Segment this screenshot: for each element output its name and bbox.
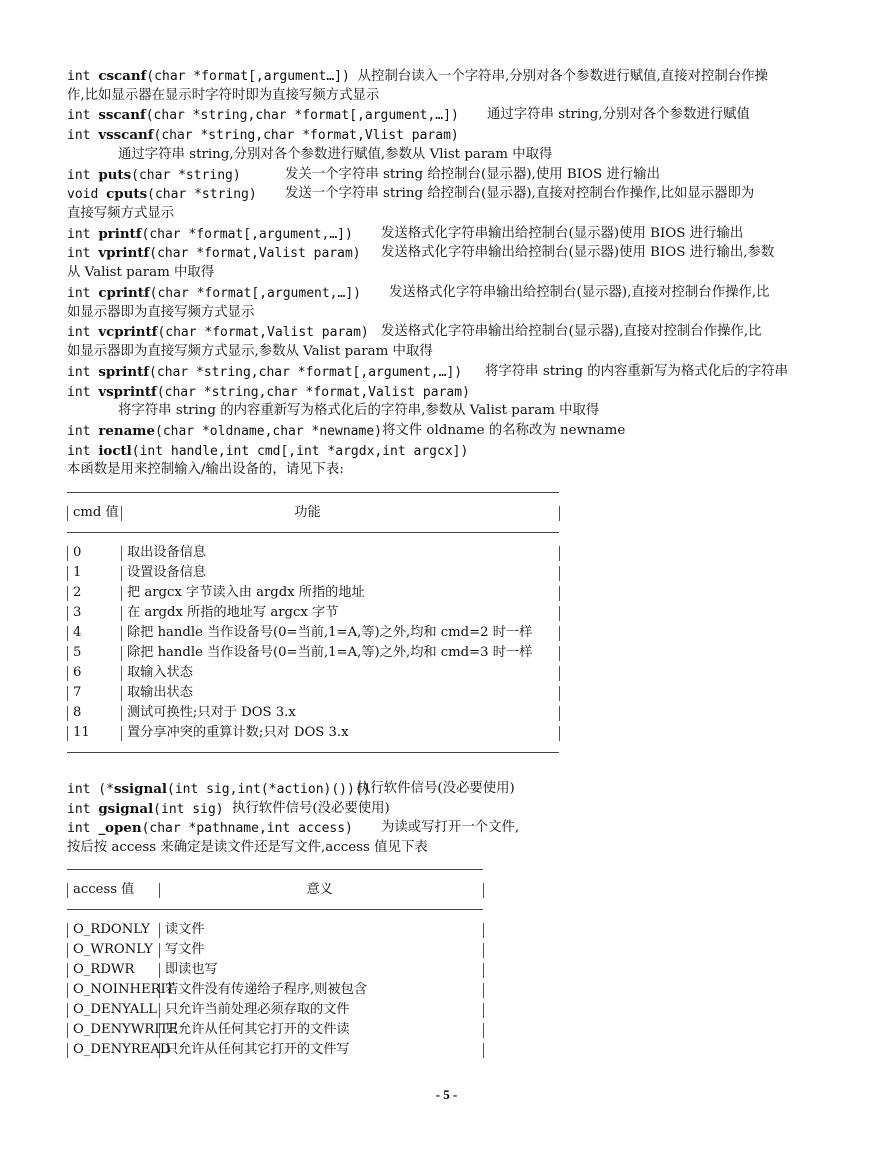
function-description: 为读或写打开一个文件, [381, 820, 520, 836]
function-entry [67, 362, 789, 383]
function-signature: (char *string) [131, 167, 241, 183]
table-cell: 置分享冲突的重算计数;只对 DOS 3.x [127, 725, 349, 740]
function-entry [67, 818, 520, 839]
table-cell: 在 argdx 所指的地址写 argcx 字节 [127, 605, 339, 620]
function-signature: (int sig,int(*action)())() [167, 782, 371, 797]
table-cell: O_RDONLY [73, 922, 150, 937]
function-entry [67, 441, 468, 462]
table-cell: 0 [73, 545, 82, 560]
function-signature: (char *format,Valist param) [149, 246, 361, 262]
continuation-text: 如显示器即为直接写频方式显示 [67, 304, 255, 320]
table-cell: 4 [73, 625, 82, 640]
function-name: cscanf [98, 68, 147, 84]
table-cell: O_DENYWRITE [73, 1022, 178, 1037]
function-description: 执行软件信号(没必要使用) [357, 781, 515, 796]
function-description: 将文件 oldname 的名称改为 newname [382, 422, 626, 438]
text-line [67, 86, 379, 106]
table-cell: 取输出状态 [127, 685, 193, 700]
return-type: int [67, 821, 99, 837]
table-cell: 取出设备信息 [127, 545, 207, 560]
table-cell: 只允许从任何其它打开的文件读 [165, 1022, 350, 1037]
function-entry [67, 421, 626, 442]
table-cell: O_DENYALL [73, 1002, 157, 1017]
table-cell: 11 [73, 725, 90, 740]
table-cell: 1 [73, 565, 82, 580]
function-signature: (char *format[,argument,…]) [149, 285, 361, 301]
text-line [67, 342, 433, 362]
table-cell: 除把 handle 当作设备号(0=当前,1=A,等)之外,均和 cmd=2 时一样 [127, 625, 533, 640]
function-entry [67, 224, 744, 245]
continuation-text: 直接写频方式显示 [67, 206, 175, 222]
function-entry [67, 382, 470, 403]
continuation-text: 如显示器即为直接写频方式显示,参数从 Valist param 中取得 [67, 344, 433, 360]
table-cell: 8 [73, 705, 82, 720]
function-name: printf [98, 225, 142, 242]
function-entry [67, 283, 770, 304]
text-line [67, 460, 344, 480]
table-cell: 除把 handle 当作设备号(0=当前,1=A,等)之外,均和 cmd=3 时一样 [127, 645, 533, 660]
function-entry [67, 243, 775, 264]
function-name: _open [98, 820, 142, 837]
table-cell: 即读也写 [165, 962, 218, 977]
table-cell: 写文件 [165, 942, 205, 957]
function-name: ssignal [113, 781, 167, 797]
table-cell: 功能 [294, 505, 321, 520]
table-cell: O_RDWR [73, 962, 135, 977]
function-signature: (int handle,int cmd[,int *argdx,int argcx]) [131, 443, 469, 459]
return-type: int [67, 285, 99, 301]
text-line [118, 145, 552, 165]
return-type: int [67, 128, 99, 144]
function-name: rename [98, 422, 155, 439]
function-description: 发送格式化字符串输出给控制台(显示器),直接对控制台作操作,比 [381, 324, 762, 340]
page-number: - 5 - [435, 1087, 458, 1102]
function-name: vsscanf [98, 127, 154, 144]
function-entry [67, 165, 660, 186]
function-entry [67, 66, 768, 87]
return-type: void [67, 187, 107, 203]
function-entry [67, 125, 459, 146]
return-type: int [67, 443, 99, 459]
function-name: gsignal [98, 800, 154, 817]
function-entry [67, 322, 762, 343]
function-signature: (char *string) [147, 187, 257, 203]
table-cell: 测试可换性;只对于 DOS 3.x [127, 705, 296, 720]
function-signature: (int sig) [153, 801, 224, 817]
function-name: cprintf [98, 284, 150, 301]
function-name: ioctl [98, 442, 132, 459]
function-signature: (char *string,char *format[,argument,…]) [149, 364, 463, 380]
function-name: puts [98, 166, 132, 183]
continuation-text: 本函数是用来控制输入/输出设备的，请见下表: [67, 462, 344, 478]
function-name: vprintf [98, 245, 150, 262]
table-cell: 设置设备信息 [127, 565, 207, 580]
return-type: int [67, 364, 99, 380]
function-description: 发送一个字符串 string 给控制台(显示器),直接对控制台作操作,比如显示器即为 [285, 186, 755, 202]
table-cell: 5 [73, 645, 82, 660]
function-name: vcprintf [98, 324, 158, 341]
function-entry [67, 779, 515, 800]
text-line [118, 401, 599, 421]
table-cell: 6 [73, 665, 82, 680]
table-cell: cmd 值 [73, 505, 119, 520]
function-signature: (char *format[,argument…]) [146, 69, 358, 84]
function-description: 发送格式化字符串输出给控制台(显示器)使用 BIOS 进行输出,参数 [381, 245, 775, 261]
table-cell: O_DENYREAD [73, 1042, 171, 1057]
function-name: cputs [106, 186, 148, 203]
table-cell: 意义 [306, 882, 333, 897]
table-cell: 若文件没有传递给子程序,则被包含 [165, 982, 368, 997]
table-cell: 3 [73, 605, 82, 620]
table-cell: 只允许当前处理必须存取的文件 [165, 1002, 350, 1017]
function-entry [67, 184, 755, 205]
function-description: 通过字符串 string,分别对各个参数进行赋值 [487, 107, 750, 123]
return-type: int [67, 384, 99, 400]
text-line [67, 263, 214, 283]
function-description: 从控制台读入一个字符串,分别对各个参数进行赋值,直接对控制台作操 [357, 69, 768, 84]
function-signature: (char *format[,argument,…]) [141, 226, 353, 242]
return-type: int [67, 226, 99, 242]
function-signature: (char *string,char *format,Valist param) [156, 384, 470, 400]
text-line [67, 204, 174, 224]
return-type: int [67, 108, 99, 124]
table-cell: 取输入状态 [127, 665, 193, 680]
table-cell: O_NOINHERIT [73, 982, 175, 997]
return-type: int [67, 69, 99, 84]
continuation-text: 从 Valist param 中取得 [67, 265, 215, 281]
return-type: int [67, 246, 99, 262]
table-cell: 读文件 [165, 922, 205, 937]
return-type: int (* [67, 782, 114, 797]
function-entry [67, 105, 750, 126]
function-description: 发关一个字符串 string 给控制台(显示器),使用 BIOS 进行输出 [285, 166, 660, 182]
table-cell: 把 argcx 字节读入由 argdx 所指的地址 [127, 585, 365, 600]
function-name: sscanf [98, 107, 146, 124]
description-text: 将字符串 string 的内容重新写为格式化后的字符串,参数从 Valist param 中取得 [118, 403, 600, 419]
return-type: int [67, 801, 99, 817]
function-description: 发送格式化字符串输出给控制台(显示器),直接对控制台作操作,比 [389, 284, 770, 300]
function-entry [67, 799, 390, 820]
function-signature: (char *string,char *format[,argument,…]) [145, 108, 459, 124]
function-description: 发送格式化字符串输出给控制台(显示器)使用 BIOS 进行输出 [381, 225, 744, 241]
return-type: int [67, 325, 99, 341]
table-cell: access 值 [73, 882, 135, 897]
return-type: int [67, 423, 99, 439]
text-line [67, 838, 428, 858]
text-line [67, 303, 254, 323]
table-cell: 只允许从任何其它打开的文件写 [165, 1042, 350, 1057]
function-signature: (char *string,char *format,Vlist param) [153, 128, 459, 144]
continuation-text: 作,比如显示器在显示时字符时即为直接写频方式显示 [67, 87, 380, 103]
function-description: 执行软件信号(没必要使用) [232, 800, 390, 816]
return-type: int [67, 167, 99, 183]
description-text: 通过字符串 string,分别对各个参数进行赋值,参数从 Vlist param 中取得 [118, 146, 553, 162]
function-name: vsprintf [98, 383, 157, 400]
function-description: 将字符串 string 的内容重新写为格式化后的字符串 [485, 363, 789, 379]
function-name: sprintf [98, 363, 150, 380]
table-cell: 2 [73, 585, 82, 600]
function-signature: (char *format,Valist param) [157, 325, 369, 341]
table-cell: O_WRONLY [73, 942, 153, 957]
function-signature: (char *pathname,int access) [141, 821, 353, 837]
continuation-text: 按后按 access 来确定是读文件还是写文件,access 值见下表 [67, 840, 428, 856]
function-signature: (char *oldname,char *newname) [155, 423, 382, 439]
table-cell: 7 [73, 685, 82, 700]
